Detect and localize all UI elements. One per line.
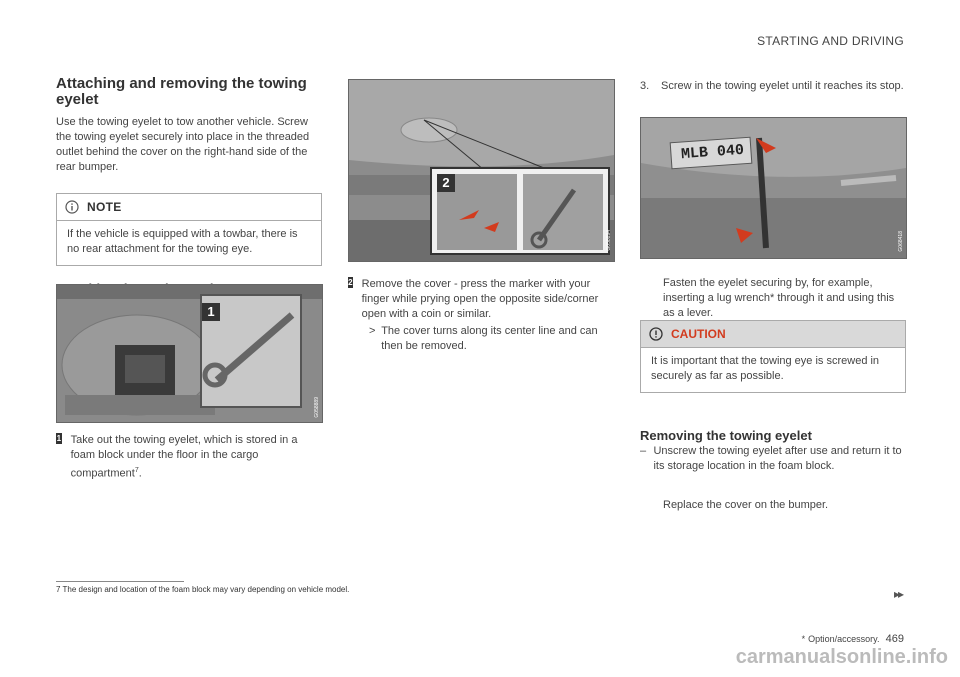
bumper-cover-image (348, 79, 615, 262)
info-icon (65, 200, 79, 214)
image-badge-1: 1 (202, 303, 220, 321)
removing-subtitle: Removing the towing eyelet (640, 428, 812, 443)
intro-text: Use the towing eyelet to tow another vehicle. Screw the towing eyelet securely into place in the threaded outlet behind the cover on the right-hand side of the rear bumper. (56, 116, 310, 173)
step-3 (640, 79, 906, 94)
page-title: Attaching and removing the towing eyelet (56, 75, 307, 108)
caution-text: It is important that the towing eye is screwed in securely as far as possible. (651, 355, 880, 382)
foam-block-illustration (57, 285, 322, 422)
dash-marker: – (640, 445, 647, 457)
license-plate: MLB 040 (680, 141, 745, 164)
image-code: G058894 (606, 230, 612, 251)
footnote-text: The design and location of the foam block may vary depending on vehicle model. (62, 585, 350, 594)
image-code: G068418 (898, 231, 904, 252)
footnote-number: 7 (56, 585, 61, 594)
note-text: If the vehicle is equipped with a towbar, there is no rear attachment for the towing eye. (67, 228, 298, 255)
next-page-arrows[interactable]: ▸▸ (893, 587, 902, 601)
step-number: 3. (640, 80, 650, 92)
option-label: Option/accessory. (808, 634, 880, 644)
towing-eyelet-image (640, 117, 907, 259)
rear-bumper-illustration (349, 80, 614, 261)
option-star: * (801, 634, 806, 644)
page-number: 469 (885, 633, 904, 645)
footnote-ref: 7 (134, 467, 139, 474)
step-2 (348, 277, 614, 322)
caution-box (640, 320, 906, 393)
step-1: 1 Take out the towing eyelet, which is stored in a foam block under the floor in the cargo compartment$^7$. (56, 434, 298, 480)
warning-icon (649, 327, 663, 341)
column-1 (56, 76, 322, 296)
caution-title: CAUTION (671, 327, 726, 341)
step-number: 1 (56, 434, 62, 443)
bullet-marker: > (369, 325, 376, 337)
remove-text: Unscrew the towing eyelet after use and return it to its storage location in the foam block. (653, 445, 902, 472)
step-2-text: Remove the cover - press the marker with your finger while prying open the opposite side/corner open with a coin or similar. (361, 278, 599, 320)
step-1-text: Take out the towing eyelet, which is stored in a foam block under the floor in the cargo compartment (70, 434, 298, 480)
section-header: STARTING AND DRIVING (757, 34, 904, 48)
note-title: NOTE (87, 200, 122, 214)
replace-text: Replace the cover on the bumper. (663, 499, 829, 511)
step-number: 2 (348, 278, 353, 287)
note-box (56, 193, 322, 266)
towing-eyelet-illustration (641, 118, 906, 258)
watermark: carmanualsonline.info (735, 646, 948, 668)
image-code: G058889 (314, 397, 320, 418)
image-badge-2: 2 (437, 174, 455, 192)
cargo-compartment-image (56, 284, 323, 423)
fasten-text: Fasten the eyelet securing by, for example, inserting a lug wrench* through it and using this as a lever. (663, 277, 895, 319)
footnote-rule (56, 581, 184, 582)
remove-step (640, 444, 906, 474)
bullet-text: The cover turns along its center line and can then be removed. (381, 325, 598, 352)
step-3-text: Screw in the towing eyelet until it reaches its stop. (661, 80, 904, 92)
result-bullet (369, 324, 614, 354)
footnote (56, 585, 349, 594)
page-footer (802, 633, 904, 645)
